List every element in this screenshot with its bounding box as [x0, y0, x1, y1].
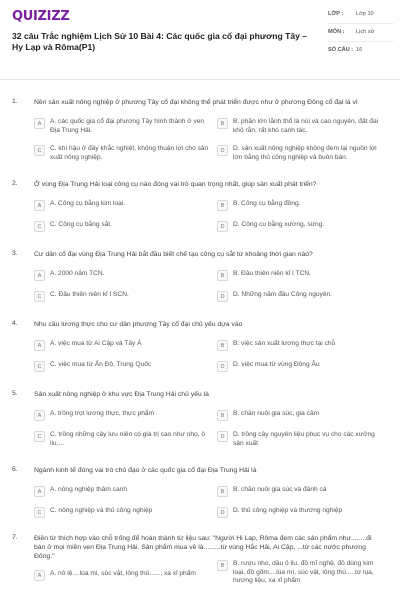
answer-option-d[interactable] [217, 145, 387, 162]
meta-value: 16 [356, 47, 363, 53]
question-text: Sản xuất nông nghiệp ở khu vực Địa Trung Hải chủ yếu là [34, 391, 209, 398]
meta-value: Lớp 10 [356, 11, 374, 17]
meta-label: LỚP : [328, 11, 344, 17]
option-text: D. việc mua từ vùng Đông Âu [233, 361, 320, 368]
option-text: B. chăn nuôi gia súc, gia cầm [233, 410, 320, 417]
answer-option-d[interactable] [217, 507, 387, 518]
question-number: 1. [12, 98, 18, 105]
option-text: C. nông nghiệp và thủ công nghiệp [50, 507, 153, 514]
question-text: Nhu cầu lương thực cho cư dân phương Tây cổ đại chủ yếu dựa vào [34, 321, 243, 328]
option-letter-badge: A [34, 118, 45, 129]
option-text: A. các quốc gia cổ đại phương Tây hình thành ở ven Địa Trung Hải. [50, 118, 205, 134]
option-text: A. 2000 năm TCN. [50, 270, 105, 277]
meta-row-subject [328, 24, 394, 42]
question-text: Cư dân cổ đại vùng Địa Trung Hải bắt đầu biết chế tạo công cụ sắt từ khoảng thời gian nào? [34, 251, 313, 258]
option-letter-badge: D [217, 221, 228, 232]
option-text: B. phần lớn lãnh thổ là núi và cao nguyên, đất đai khô rắn, rất khó canh tác. [233, 118, 379, 134]
answer-option-c[interactable] [34, 431, 212, 448]
option-letter-badge: A [34, 200, 45, 211]
meta-label: SỐ CÂU : [328, 47, 354, 53]
answer-option-c[interactable] [34, 145, 212, 162]
option-letter-badge: B [217, 410, 228, 421]
option-text: D. sản xuất nông nghiệp không đem lại nguồn lợi lớn bằng thủ công nghiệp và buôn bán. [233, 145, 377, 161]
option-letter-badge: C [34, 361, 45, 372]
option-letter-badge: A [34, 486, 45, 497]
question-text: Điền từ thích hợp vào chỗ trống để hoàn thành từ liệu sau: "Người Hi Lạp, Rôma đem các sản phẩm như........đi bán ở mọi miền ven Địa Trung Hải. Sản phẩm mua về là.........từ vùng Hắc Hải, Ai Cập, ...từ các nước phương Đông." [34, 535, 372, 560]
meta-label: MÔN : [328, 29, 345, 35]
option-letter-badge: C [34, 431, 45, 442]
option-text: D. Công cụ bằng xương, sừng. [233, 221, 325, 228]
question-number: 3. [12, 250, 18, 257]
meta-info-panel [328, 6, 394, 60]
answer-option-b[interactable] [217, 270, 387, 281]
option-text: D. Những năm đầu Công nguyên. [233, 291, 332, 298]
answer-option-b[interactable] [217, 118, 387, 135]
option-text: C. khí hậu ở đây khắc nghiệt, không thuận lợi cho sản xuất nông nghiệp. [50, 145, 209, 161]
meta-value: Lịch sử [356, 29, 375, 35]
option-text: A. việc mua từ Ai Cập và Tây Á [50, 340, 142, 347]
option-text: C. việc mua từ Ấn Độ, Trung Quốc [50, 361, 152, 368]
answer-option-a[interactable] [34, 270, 212, 281]
option-letter-badge: B [217, 340, 228, 351]
answer-option-c[interactable] [34, 291, 212, 302]
option-letter-badge: B [217, 486, 228, 497]
option-letter-badge: D [217, 431, 228, 442]
question-text: Ngành kinh tế đóng vai trò chủ đạo ở các quốc gia cổ đại Địa Trung Hải là [34, 467, 257, 474]
option-text: B. Công cụ bằng đồng. [233, 200, 301, 207]
answer-option-b[interactable] [217, 410, 387, 421]
option-letter-badge: B [217, 118, 228, 129]
meta-row-class [328, 6, 394, 24]
option-letter-badge: A [34, 570, 45, 581]
question-text: Nền sản xuất nông nghiệp ở phương Tây cổ đại không thể phát triển được như ở phương Đông cổ đại là vì [34, 99, 358, 106]
option-letter-badge: C [34, 507, 45, 518]
option-text: B. việc sản xuất lương thực tại chỗ [233, 340, 336, 347]
question-number: 7. [12, 534, 18, 541]
option-text: D. thủ công nghiệp và thương nghiệp [233, 507, 343, 514]
answer-option-a[interactable] [34, 570, 212, 581]
option-text: B. chăn nuôi gia súc và đánh cá [233, 486, 327, 493]
option-text: C. Công cụ bằng sắt. [50, 221, 112, 228]
option-letter-badge: B [217, 560, 228, 571]
option-text: B. Đầu thiên niên kỉ I TCN. [233, 270, 311, 277]
option-text: A. trồng trọt lương thực, thực phẩm [50, 410, 155, 417]
option-text: A. nô lệ....lúa mì, súc vật, lông thú......, xa xỉ phẩm [50, 570, 196, 577]
option-letter-badge: C [34, 291, 45, 302]
question-number: 4. [12, 320, 18, 327]
question-number: 6. [12, 466, 18, 473]
option-letter-badge: C [34, 221, 45, 232]
option-letter-badge: C [34, 145, 45, 156]
option-letter-badge: A [34, 340, 45, 351]
question-number: 2. [12, 180, 18, 187]
option-text: C. Đầu thiên niên kỉ I SCN. [50, 291, 129, 298]
option-letter-badge: D [217, 291, 228, 302]
answer-option-a[interactable] [34, 340, 212, 351]
answer-option-d[interactable] [217, 291, 387, 302]
option-letter-badge: A [34, 410, 45, 421]
question-text: Ở vùng Địa Trung Hải loại công cụ nào đóng vai trò quan trọng nhất, giúp sản xuất phát triển? [34, 181, 317, 188]
document-header [0, 0, 400, 80]
option-text: A. Công cụ bằng kim loại. [50, 200, 126, 207]
answer-option-a[interactable] [34, 200, 212, 211]
question-number: 5. [12, 390, 18, 397]
option-text: C. trồng những cây lưu niên có giá trị cao như nho, ô liu,... [50, 431, 206, 447]
document-title: 32 câu Trắc nghiệm Lịch Sử 10 Bài 4: Các quốc gia cổ đại phương Tây – Hy Lạp và Rôma(P1) [12, 31, 308, 52]
option-letter-badge: B [217, 270, 228, 281]
option-letter-badge: D [217, 507, 228, 518]
quizizz-logo: QUIZIZZ [12, 9, 70, 24]
option-text: D. trồng cây nguyên liệu phục vụ cho các xưởng sản xuất [233, 431, 375, 447]
answer-option-b[interactable] [217, 200, 387, 211]
option-text: B. rượu nho, dầu ô liu, đồ mĩ nghệ, đồ dùng kim loại, đồ gốm....lúa mì, súc vật, lông thú.....tơ lụa, hương liệu, xa xỉ phẩm [233, 560, 374, 584]
option-letter-badge: A [34, 270, 45, 281]
answer-option-a[interactable] [34, 118, 212, 135]
option-letter-badge: B [217, 200, 228, 211]
answer-option-d[interactable] [217, 221, 387, 232]
answer-option-c[interactable] [34, 361, 212, 372]
answer-option-d[interactable] [217, 361, 387, 372]
meta-row-question-count [328, 42, 394, 60]
answer-option-a[interactable] [34, 410, 212, 421]
answer-option-a[interactable] [34, 486, 212, 497]
option-letter-badge: D [217, 361, 228, 372]
option-text: A. nông nghiệp thâm canh [50, 486, 127, 493]
answer-option-b[interactable] [217, 340, 387, 351]
answer-option-b[interactable] [217, 486, 387, 497]
answer-option-d[interactable] [217, 431, 387, 448]
answer-option-b[interactable] [217, 560, 387, 586]
answer-option-c[interactable] [34, 507, 212, 518]
answer-option-c[interactable] [34, 221, 212, 232]
option-letter-badge: D [217, 145, 228, 156]
